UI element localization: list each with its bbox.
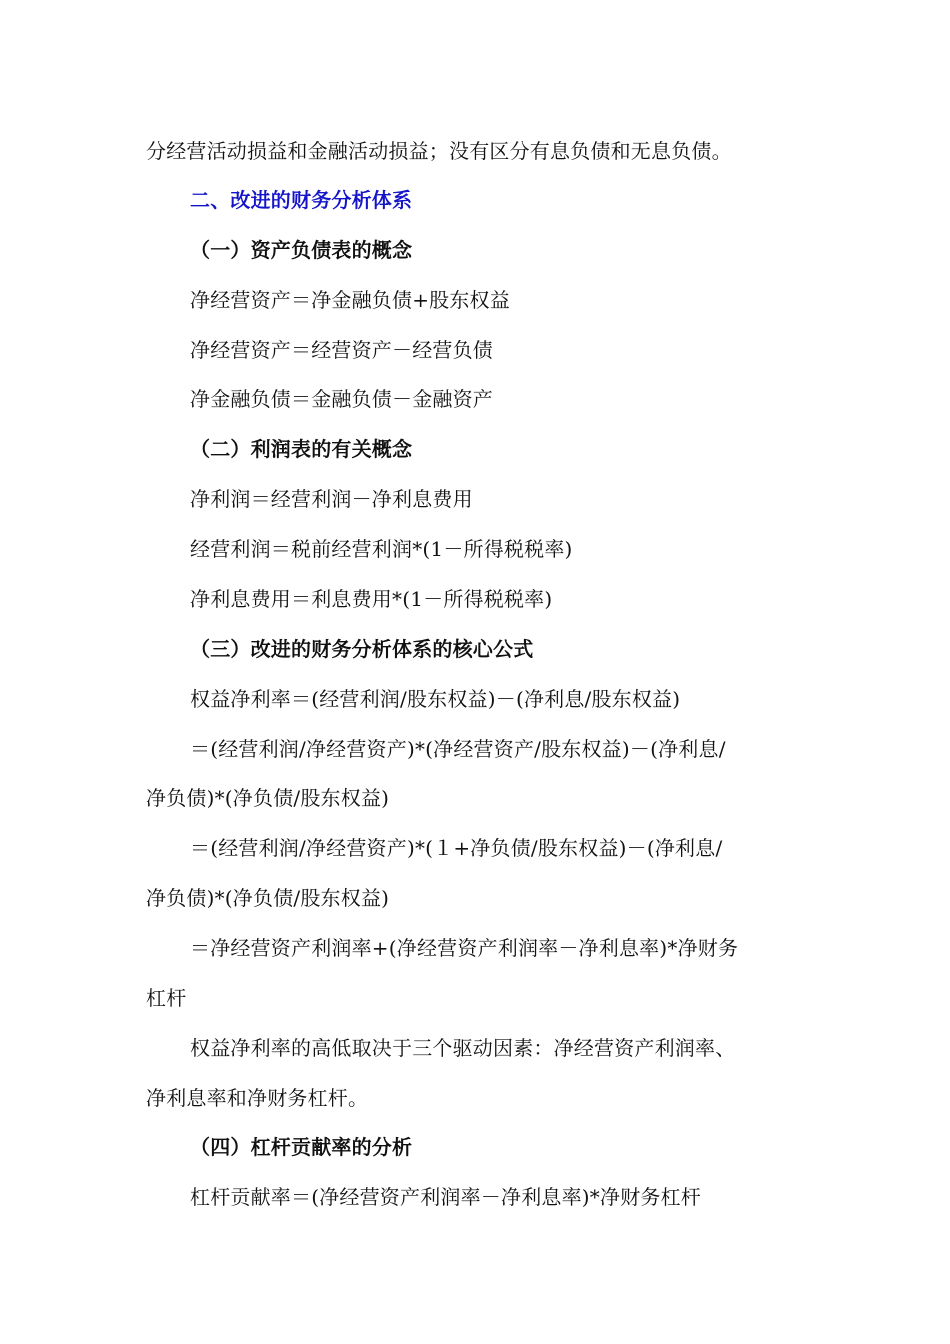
formula-line: 权益净利率＝(经营利润/股东权益)－(净利息/股东权益) [190,687,681,711]
formula-line-continuation: 杠杆 [146,986,187,1010]
formula-line: ＝净经营资产利润率+(净经营资产利润率－净利息率)*净财务 [190,936,739,960]
paragraph-continuation: 分经营活动损益和金融活动损益；没有区分有息负债和无息负债。 [146,139,732,163]
formula-line-continuation: 净负债)*(净负债/股东权益) [146,786,390,810]
formula-line: 净经营资产＝净金融负债+股东权益 [190,288,510,312]
formula-line: 净利润＝经营利润－净利息费用 [190,487,473,511]
subsection-heading: （二）利润表的有关概念 [190,437,413,461]
section-heading: 二、改进的财务分析体系 [190,188,413,212]
formula-line-continuation: 净负债)*(净负债/股东权益) [146,886,390,910]
formula-line: 净利息费用＝利息费用*(1－所得税税率) [190,587,553,611]
formula-line: ＝(经营利润/净经营资产)*(净经营资产/股东权益)－(净利息/ [190,737,726,761]
subsection-heading: （四）杠杆贡献率的分析 [190,1135,413,1159]
subsection-heading: （一）资产负债表的概念 [190,238,413,262]
paragraph-line: 权益净利率的高低取决于三个驱动因素：净经营资产利润率、 [190,1036,736,1060]
subsection-heading: （三）改进的财务分析体系的核心公式 [190,637,534,661]
formula-line: 经营利润＝税前经营利润*(1－所得税税率) [190,537,573,561]
formula-line: 净金融负债＝金融负债－金融资产 [190,387,493,411]
formula-line: ＝(经营利润/净经营资产)*(１+净负债/股东权益)－(净利息/ [190,836,723,860]
formula-line: 杠杆贡献率＝(净经营资产利润率－净利息率)*净财务杠杆 [190,1185,702,1209]
formula-line: 净经营资产＝经营资产－经营负债 [190,338,493,362]
paragraph-line-continuation: 净利息率和净财务杠杆。 [146,1086,369,1110]
